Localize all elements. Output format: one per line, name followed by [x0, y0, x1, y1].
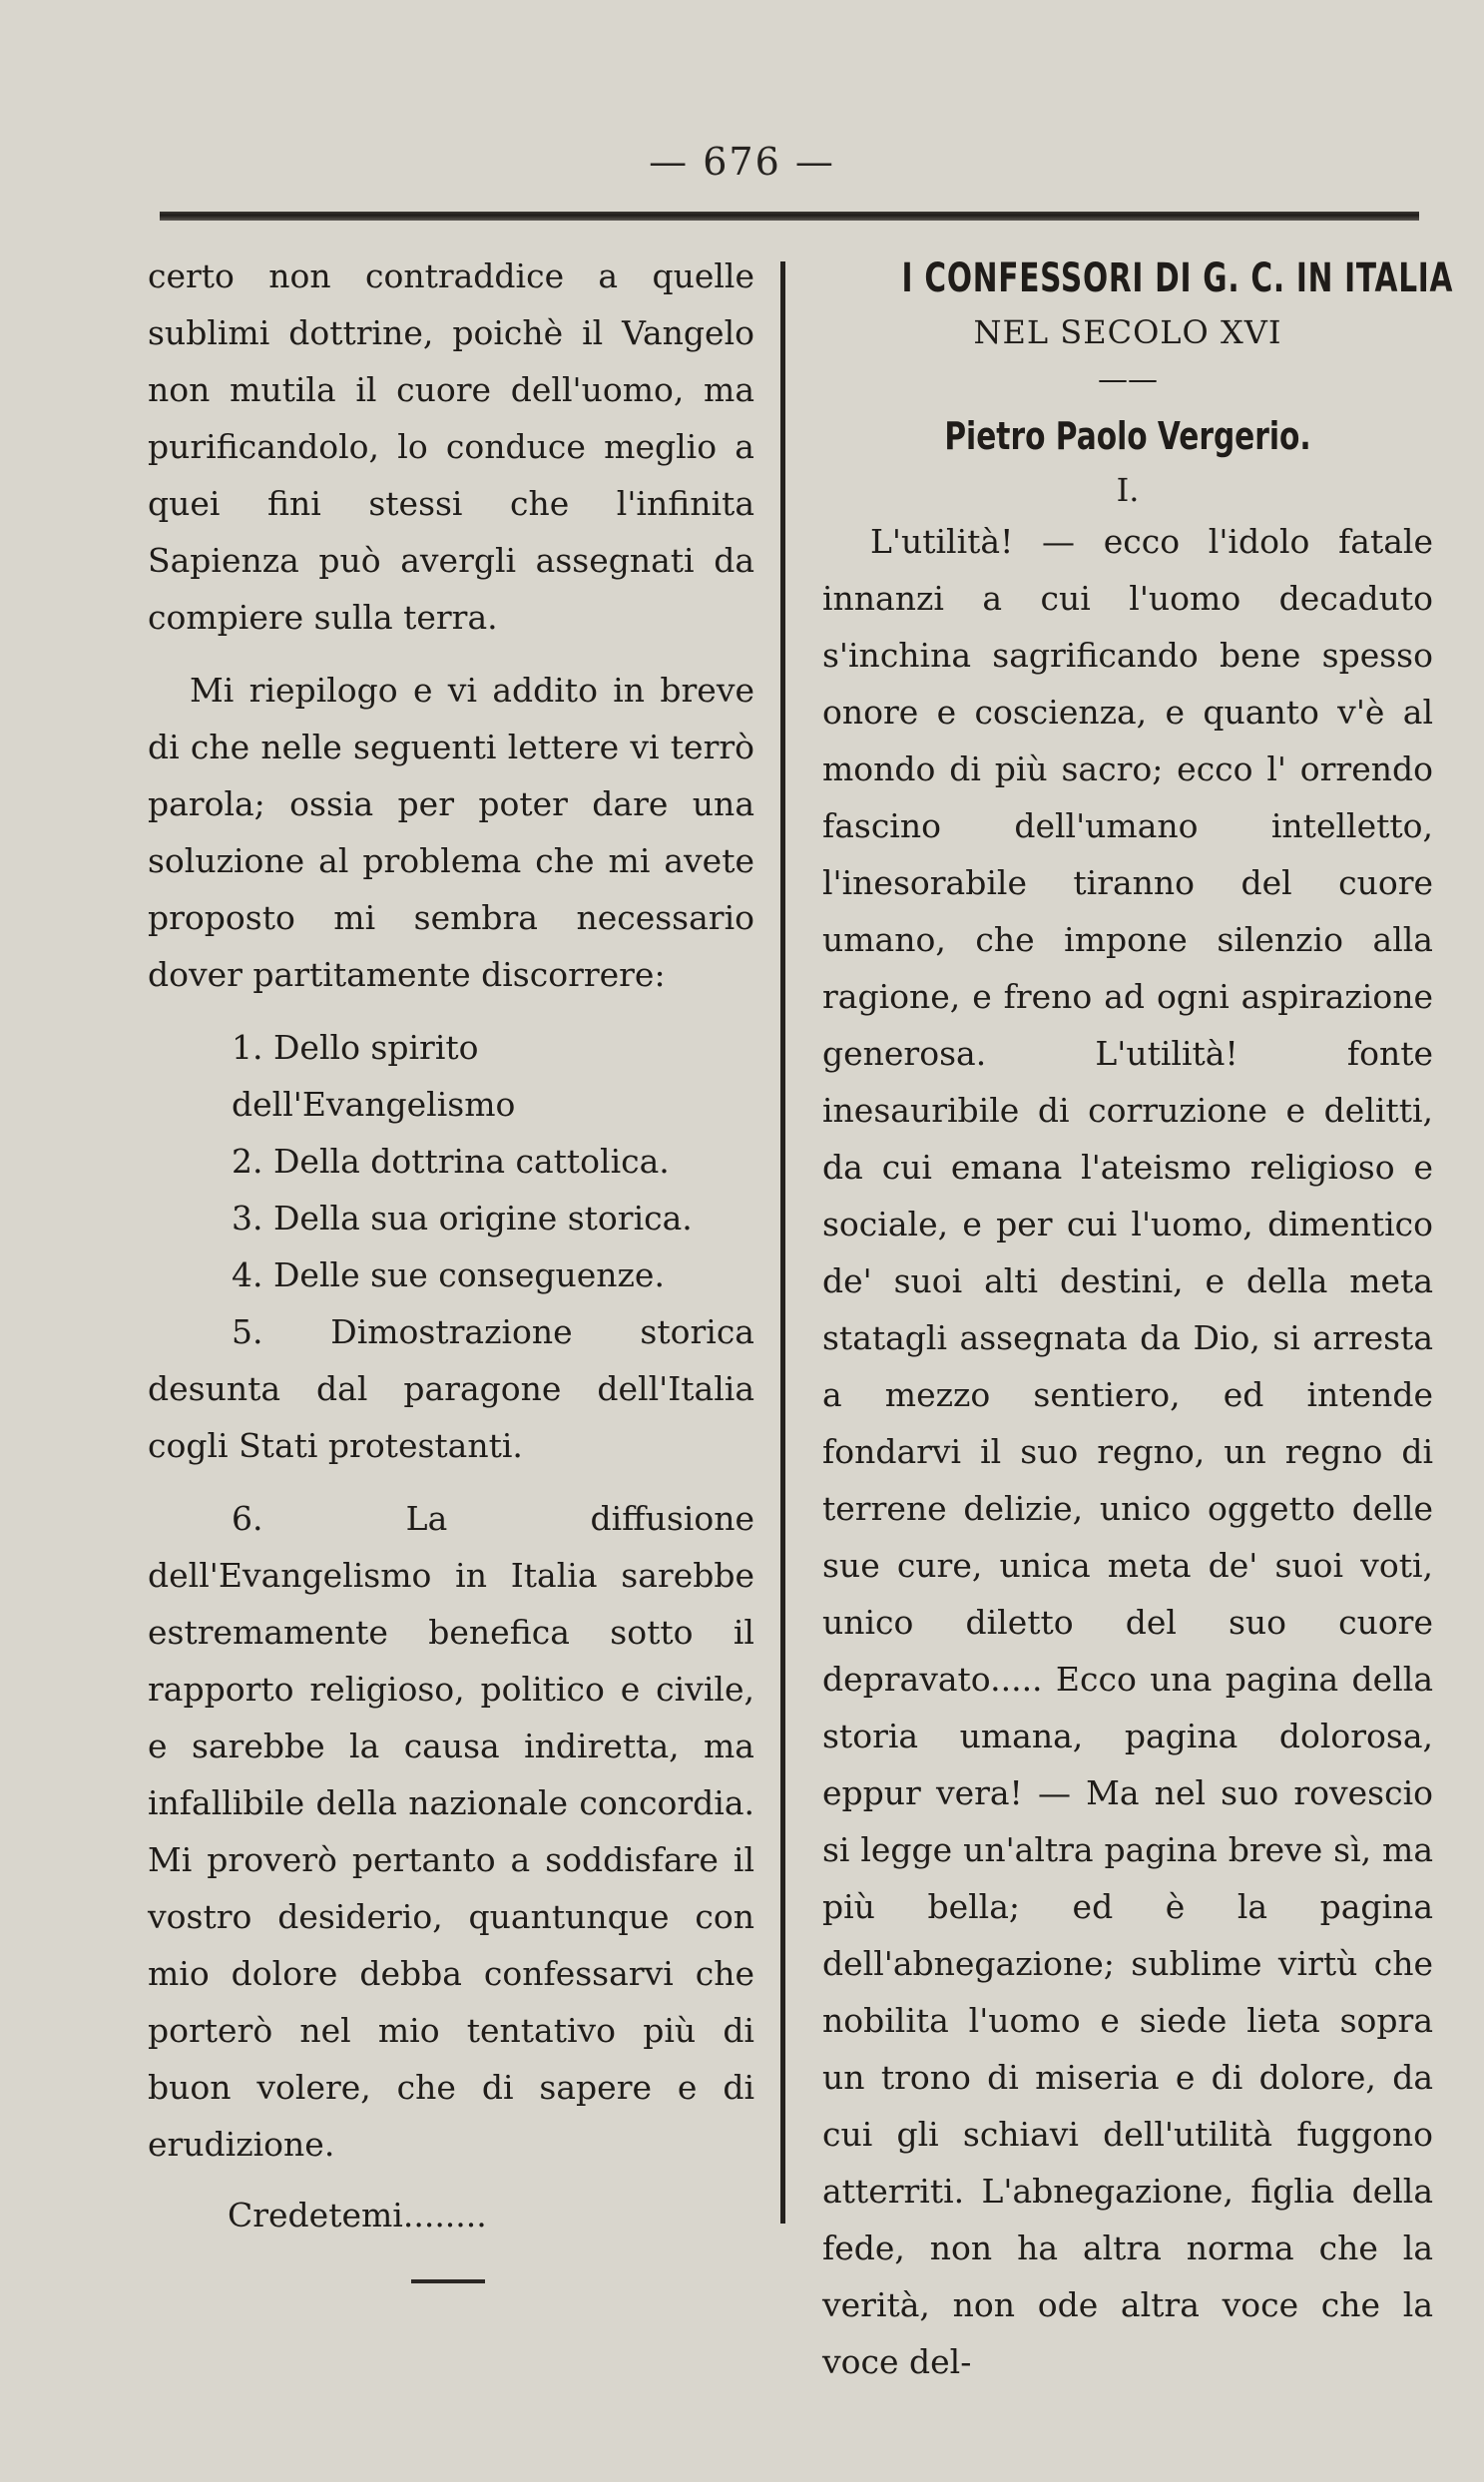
section-number: I.: [1116, 471, 1140, 509]
title-dash: ——: [1098, 362, 1158, 397]
list-item-3: 3. Della sua origine storica.: [232, 1199, 693, 1238]
left-column: [148, 248, 754, 2283]
page-number: — 676 —: [649, 140, 835, 184]
closing-line: Credetemi........: [228, 2196, 487, 2234]
list-item-6: 6. La diffusione dell'Evangelismo in Italia sarebbe estremamente benefica sotto il rapporto religioso, politico e civile, e sarebbe la causa indiretta, ma infallibile della nazionale concordia. Mi proverò pertanto a soddisfare il vostro desiderio, quantunque con mio dolore debba confessarvi che porterò nel mio tentativo più di buon volere, che di sapere e di erudizione.: [148, 1499, 754, 2164]
header-rule: [160, 212, 1419, 221]
article-title: I CONFESSORI DI G. C. IN ITALIA: [901, 255, 1454, 301]
column-divider: [780, 261, 785, 2224]
end-rule: [411, 2279, 485, 2283]
left-paragraph-1: certo non contraddice a quelle sublimi dottrine, poichè il Vangelo non mutila il cuore dell'uomo, ma purificandolo, lo conduce meglio a quei fini stessi che l'infinita Sapienza può avergli assegnati da compiere sulla terra.: [148, 256, 754, 637]
list-item-1: 1. Dello spirito dell'Evangelismo: [232, 1028, 516, 1124]
list-item-5: 5. Dimostrazione storica desunta dal paragone dell'Italia cogli Stati protestanti.: [148, 1312, 754, 1465]
article-subtitle: NEL SECOLO XVI: [973, 313, 1282, 351]
right-column: [822, 248, 1454, 2390]
right-body-text: L'utilità! — ecco l'idolo fatale innanzi a cui l'uomo decaduto s'inchina sagrificando bene spesso onore e coscienza, e quanto v'è al mondo di più sacro; ecco l' orrendo fascino dell'umano intelletto, l'inesorabile tiranno del cuore umano, che impone silenzio alla ragione, e freno ad ogni aspirazione generosa. L'utilità! fonte inesauribile di corruzione e delitti, da cui emana l'ateismo religioso e sociale, e per cui l'uomo, dimentico de' suoi alti destini, e della meta statagli assegnata da Dio, si arresta a mezzo sentiero, ed intende fondarvi il suo regno, un regno di terrene delizie, unico oggetto delle sue cure, unica meta de' suoi voti, unico diletto del suo cuore depravato..... Ecco una pagina della storia umana, pagina dolorosa, eppur vera! — Ma nel suo rovescio si legge un'altra pagina breve sì, ma più bella; ed è la pagina dell'abnegazione; sublime virtù che nobilita l'uomo e siede lieta sopra un trono di miseria e di dolore, da cui gli schiavi dell'utilità fuggono atterriti. L'abnegazione, figlia della fede, non ha altra norma che la verità, non ode altra voce che la voce del-: [822, 522, 1433, 2381]
section-title: Pietro Paolo Vergerio.: [944, 414, 1311, 458]
left-paragraph-2: Mi riepilogo e vi addito in breve di che nelle seguenti lettere vi terrò parola; ossia per poter dare una soluzione al problema che mi avete proposto mi sembra necessario dover partitamente discorrere:: [148, 671, 754, 994]
list-item-2: 2. Della dottrina cattolica.: [232, 1142, 670, 1181]
list-item-4: 4. Delle sue conseguenze.: [232, 1255, 665, 1294]
